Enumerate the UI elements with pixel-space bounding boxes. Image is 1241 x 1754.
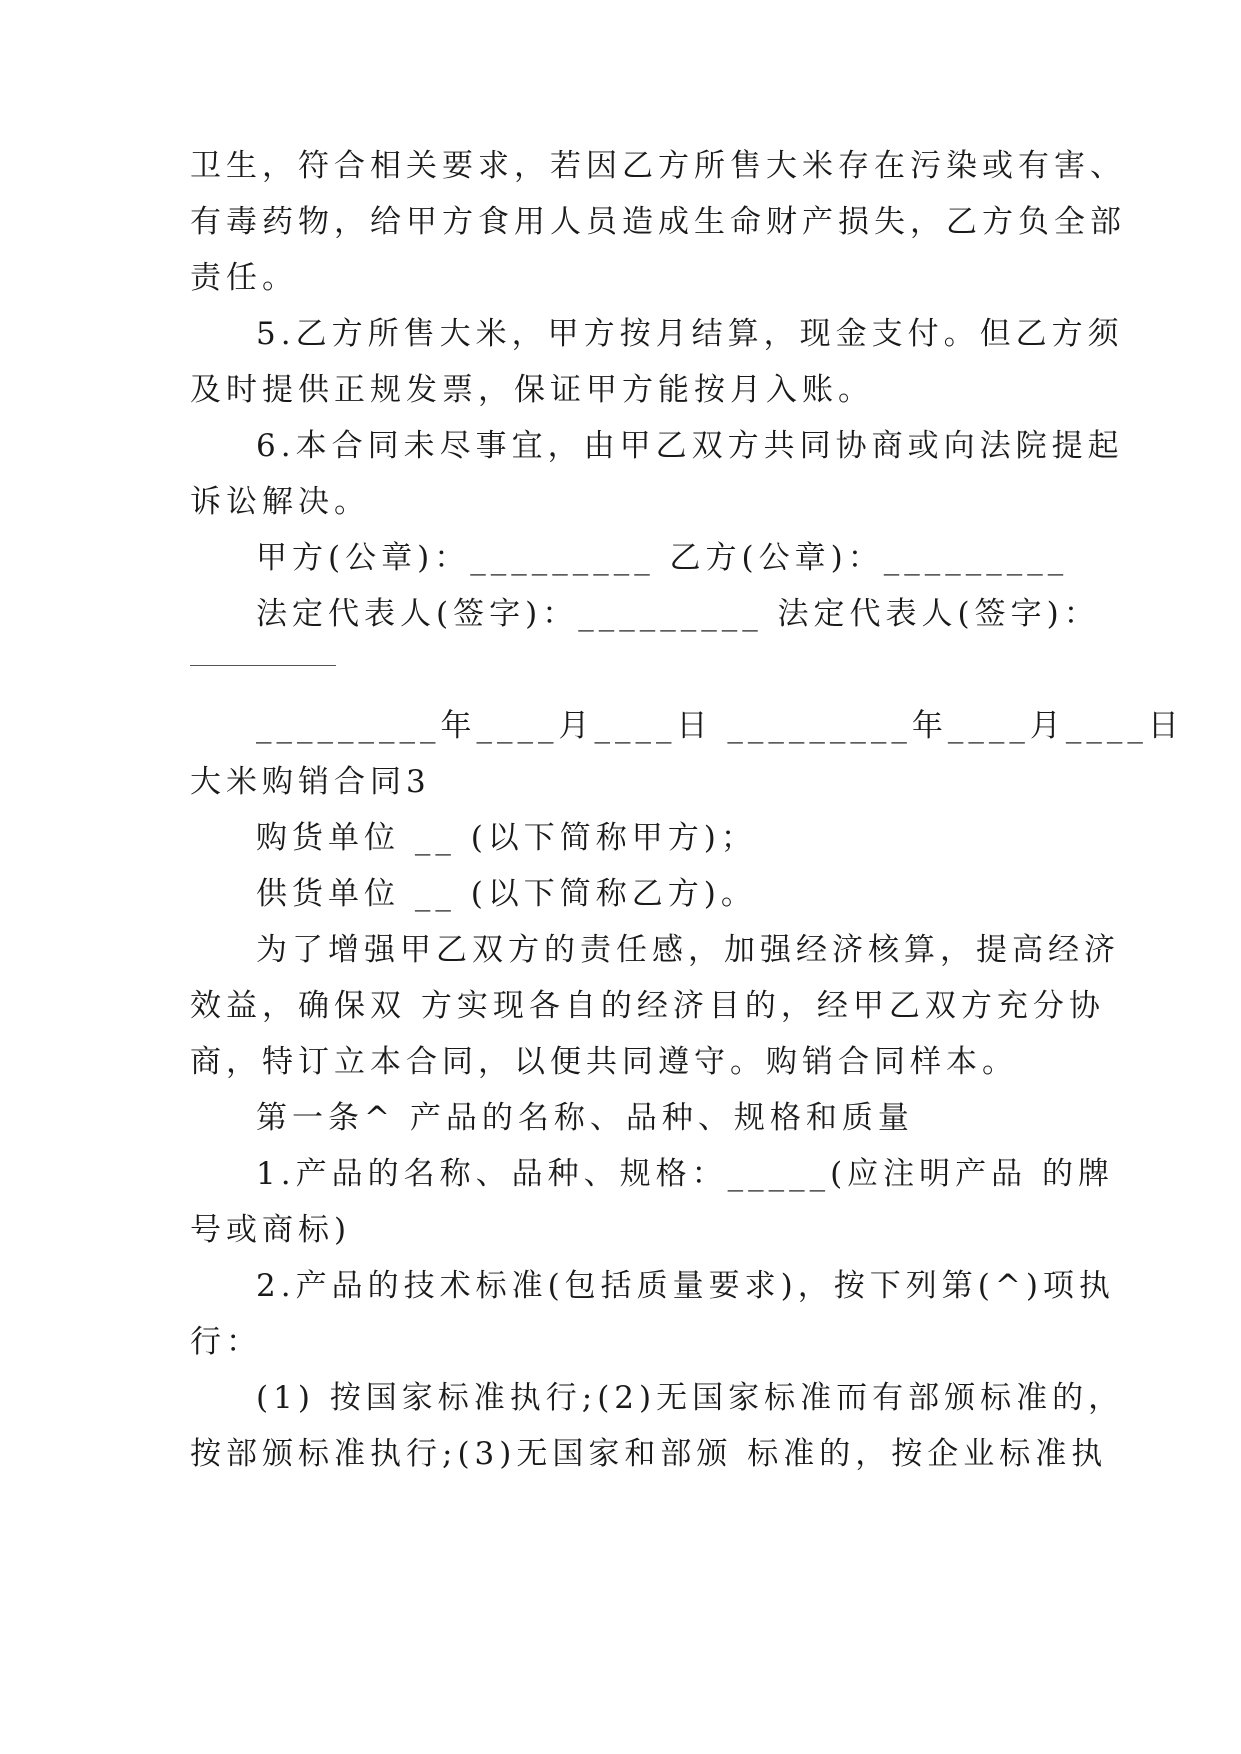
paragraph-line: 号或商标) [190, 1212, 352, 1248]
paragraph-line: 行： [190, 1324, 262, 1360]
signature-line: 甲方(公章)：_________ 乙方(公章)：_________ [256, 540, 1069, 576]
paragraph-line: (1) 按国家标准执行;(2)无国家标准而有部颁标准的， [256, 1380, 1125, 1416]
paragraph-line: 责任。 [190, 260, 298, 296]
paragraph-line: 1.产品的名称、品种、规格：_____(应注明产品 的牌 [256, 1156, 1115, 1192]
signature-line: 法定代表人(签字)：_________ 法定代表人(签字)： [256, 596, 1100, 632]
article-heading: 第一条^ 产品的名称、品种、规格和质量 [256, 1100, 914, 1136]
paragraph-line: 卫生，符合相关要求，若因乙方所售大米存在污染或有害、 [190, 148, 1126, 184]
paragraph-line: 供货单位 __ (以下简称乙方)。 [256, 876, 757, 912]
paragraph-line: 为了增强甲乙双方的责任感，加强经济核算，提高经济 [256, 932, 1120, 968]
date-line: _________年____月____日 _________年____月____日 [256, 708, 1184, 744]
section-title: 大米购销合同3 [190, 764, 431, 800]
paragraph-line: 购货单位 __ (以下简称甲方)； [256, 820, 757, 856]
paragraph-line: 商，特订立本合同，以便共同遵守。购销合同样本。 [190, 1044, 1018, 1080]
paragraph-line: 按部颁标准执行;(3)无国家和部颁 标准的，按企业标准执 [190, 1436, 1108, 1472]
signature-blank [190, 665, 336, 666]
paragraph-line: 诉讼解决。 [190, 484, 370, 520]
paragraph-line: 5.乙方所售大米，甲方按月结算，现金支付。但乙方须 [256, 316, 1124, 352]
paragraph-line: 及时提供正规发票，保证甲方能按月入账。 [190, 372, 874, 408]
paragraph-line: 效益，确保双 方实现各自的经济目的，经甲乙双方充分协 [190, 988, 1105, 1024]
paragraph-line: 2.产品的技术标准(包括质量要求)，按下列第(^)项执 [256, 1268, 1115, 1304]
paragraph-line: 有毒药物，给甲方食用人员造成生命财产损失，乙方负全部 [190, 204, 1126, 240]
paragraph-line: 6.本合同未尽事宜，由甲乙双方共同协商或向法院提起 [256, 428, 1124, 464]
